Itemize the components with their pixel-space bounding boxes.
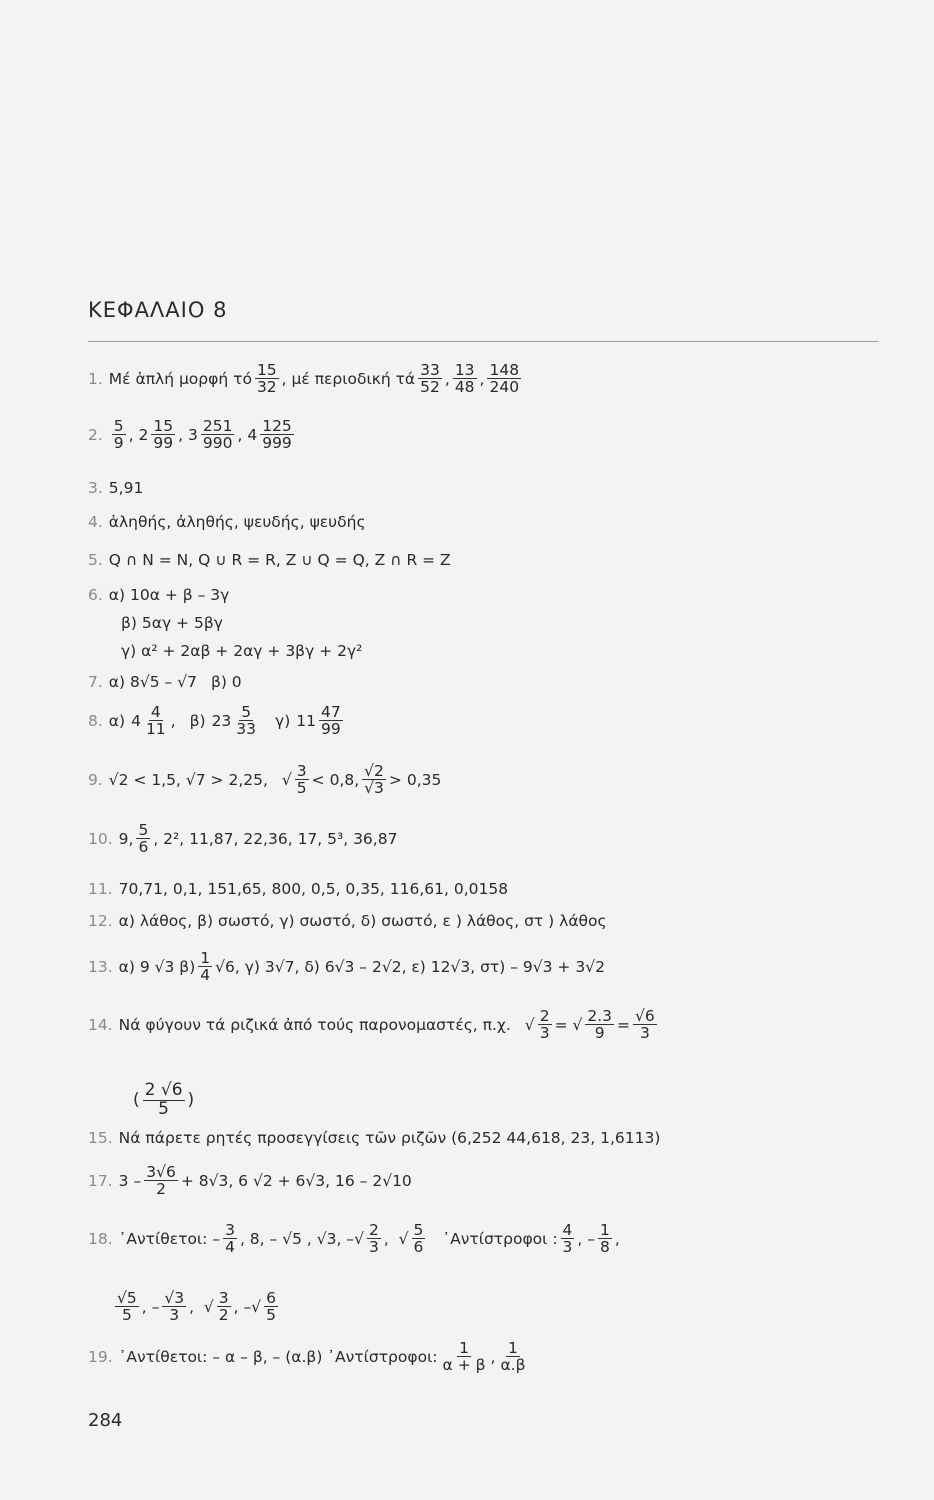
answer-text: ᾿Αντίθετοι: – (118, 1229, 221, 1248)
answer-1: 1. Μέ ἁπλή μορφή τό $\frac{15}{32}$ , μέ περιοδική τά $\frac{33}{52}$ , $\frac{13}{48}$ , $\frac{148}{240}$ (88, 361, 520, 397)
answer-number: 3. (88, 479, 103, 497)
answer-5 (88, 551, 451, 569)
fraction: $\frac{13}{48}$ (454, 361, 475, 397)
answer-number: 1. (88, 369, 103, 388)
answer-number: 18. (88, 1229, 113, 1248)
answer-text: α) 10α + β – 3γ (108, 586, 230, 604)
fraction: $\frac{√5}{5}$ (117, 1289, 137, 1325)
answer-text: + 8√3, 6 √2 + 6√3, 16 – 2√10 (180, 1171, 412, 1190)
fraction: $\frac{√2}{√3}$ (364, 762, 384, 798)
fraction: $\frac{√3}{3}$ (164, 1289, 185, 1325)
answer-14-example: ( $\frac{2 √6}{5}$ ) (133, 1080, 195, 1119)
fraction: $\frac{2.3}{9}$ (587, 1007, 613, 1043)
fraction: $\frac{4}{3}$ (562, 1221, 573, 1257)
answer-text: β) 5αγ + 5βγ (121, 614, 223, 632)
answer-text: Νά φύγουν τά ριζικά ἀπό τούς παρονομαστές, π.χ. (118, 1015, 511, 1034)
answer-number: 11. (88, 880, 113, 898)
answer-text: 9, (118, 829, 134, 848)
answer-number: 8. (88, 711, 103, 730)
answer-text: √2 < 1,5, √7 > 2,25, (108, 770, 268, 789)
fraction: $\frac{5}{6}$ (413, 1221, 424, 1257)
answer-text: α) 8√5 – √7 (108, 673, 197, 691)
fraction: $\frac{1}{\alpha + \beta}$ (442, 1339, 486, 1375)
answer-19: 19. ᾿Αντίθετοι: – α – β, – (α.β) ᾿Αντίστροφοι: $\frac{1}{\alpha + \beta}$ , $\frac{1}{\alpha.\beta}$ (88, 1339, 526, 1375)
answer-text: > 0,35 (388, 770, 442, 789)
answer-13 (88, 950, 605, 984)
fraction: $\frac{√6}{3}$ (635, 1007, 655, 1043)
page-number: 284 (88, 1410, 123, 1431)
fraction: $\frac{3}{2}$ (218, 1289, 229, 1325)
answer-number: 9. (88, 770, 103, 789)
fraction: $\frac{148}{240}$ (489, 361, 520, 397)
answer-text: ᾿Αντίθετοι: – α – β, – (α.β) ᾿Αντίστροφοι: (118, 1347, 438, 1366)
answer-number: 13. (88, 957, 113, 976)
title-rule (88, 341, 878, 342)
fraction: $\frac{15}{32}$ (256, 361, 277, 397)
whole-part: 3 (188, 425, 198, 444)
answer-text: , – (577, 1229, 596, 1248)
fraction: $\frac{4}{11}$ (145, 703, 166, 739)
answer-6b (121, 614, 223, 632)
fraction: $\frac{3}{4}$ (225, 1221, 235, 1257)
answer-text: α) 9 √3 β) (118, 957, 196, 976)
answer-number: 4. (88, 513, 103, 531)
fraction: $\frac{3}{5}$ (296, 762, 307, 798)
answer-text: γ) α² + 2αβ + 2αγ + 3βγ + 2γ² (121, 642, 363, 660)
answer-6 (88, 586, 229, 604)
answer-10 (88, 822, 397, 856)
answer-number: 5. (88, 551, 103, 569)
fraction: $\frac{47}{99}$ (321, 703, 341, 739)
answer-number: 2. (88, 425, 103, 444)
answer-text: < 0,8, (311, 770, 360, 789)
answer-6c (121, 642, 362, 660)
answer-18: 18. ᾿Αντίθετοι: – $\frac{3}{4}$ , 8, – √5 , √3, – √ $\frac{2}{3}$ , √ $\frac{5}{6}$ ᾿Αντίστροφοι : $\frac{4}{3}$ , – $\frac{1}{8}$ , (88, 1221, 620, 1257)
fraction: $\frac{2}{3}$ (368, 1221, 379, 1257)
answer-2: 2. $\frac{5}{9}$ , 2 $\frac{15}{99}$ , 3 $\frac{251}{990}$ , 4 $\frac{125}{999}$ (88, 417, 292, 453)
fraction: $\frac{3√6}{2}$ (146, 1163, 176, 1199)
answer-number: 6. (88, 586, 103, 604)
fraction: $\frac{1}{4}$ (200, 949, 211, 985)
answer-number: 10. (88, 829, 113, 848)
answer-text: 70,71, 0,1, 151,65, 800, 0,5, 0,35, 116,61, 0,0158 (118, 880, 509, 898)
answer-9: 9. √2 < 1,5, √7 > 2,25, √ $\frac{3}{5}$ < 0,8, $\frac{√2}{√3}$ > 0,35 (88, 762, 442, 798)
answer-number: 14. (88, 1015, 113, 1034)
answer-text: β) 0 (210, 673, 242, 691)
answer-text: ᾿Αντίστροφοι : (442, 1229, 558, 1248)
fraction: $\frac{1}{8}$ (600, 1221, 610, 1257)
answer-text: Q ∩ N = N, Q ∪ R = R, Z ∪ Q = Q, Z ∩ R = Z (108, 551, 451, 569)
chapter-title: ΚΕΦΑΛΑΙΟ 8 (88, 298, 228, 322)
whole-part: 4 (247, 425, 258, 444)
fraction: $\frac{6}{5}$ (266, 1289, 277, 1325)
fraction: $\frac{125}{999}$ (262, 417, 292, 453)
answer-18-cont: $\frac{√5}{5}$ , – $\frac{√3}{3}$ , √ $\frac{3}{2}$ , –√ $\frac{6}{5}$ (117, 1289, 277, 1325)
answer-text: Μέ ἁπλή μορφή τό (108, 369, 252, 388)
answer-text: Νά πάρετε ρητές προσεγγίσεις τῶν ριζῶν (6,252 44,618, 23, 1,6113) (118, 1129, 661, 1147)
fraction: $\frac{15}{99}$ (153, 417, 174, 453)
answer-text: , 8, – √5 , √3, – (239, 1229, 355, 1248)
answer-text: ἀληθής, ἀληθής, ψευδής, ψευδής (108, 513, 366, 531)
fraction: $\frac{251}{990}$ (202, 417, 233, 453)
answer-number: 19. (88, 1347, 113, 1366)
answer-text: 5,91 (108, 479, 144, 497)
fraction: $\frac{33}{52}$ (420, 361, 440, 397)
answer-text: √6, γ) 3√7, δ) 6√3 – 2√2, ε) 12√3, στ) – 9√3 + 3√2 (215, 957, 605, 976)
answer-number: 7. (88, 673, 103, 691)
answer-number: 12. (88, 912, 113, 930)
fraction: $\frac{2}{3}$ (539, 1007, 550, 1043)
answer-8: 8. α) 4 $\frac{4}{11}$ , β) 23 $\frac{5}{33}$ γ) 11 $\frac{47}{99}$ (88, 703, 341, 739)
answer-4 (88, 513, 366, 531)
answer-text: 3 – (118, 1171, 142, 1190)
answer-11 (88, 880, 508, 898)
fraction: $\frac{5}{9}$ (113, 417, 124, 453)
answer-7 (88, 673, 242, 691)
fraction: $\frac{5}{33}$ (236, 703, 257, 739)
answer-15 (88, 1129, 660, 1147)
answer-text: , 2², 11,87, 22,36, 17, 5³, 36,87 (153, 829, 398, 848)
answer-number: 15. (88, 1129, 113, 1147)
answer-14: 14. Νά φύγουν τά ριζικά ἀπό τούς παρονομαστές, π.χ. √ $\frac{2}{3}$ = √ $\frac{2.3}{9}$ = $\frac{√6}{3}$ (88, 1007, 655, 1043)
fraction: $\frac{5}{6}$ (138, 821, 149, 857)
answer-3 (88, 479, 143, 497)
answer-12 (88, 912, 607, 930)
whole-part: 2 (138, 425, 149, 444)
answer-17 (88, 1164, 412, 1198)
answer-text: α) λάθος, β) σωστό, γ) σωστό, δ) σωστό, ε ) λάθος, στ ) λάθος (118, 912, 607, 930)
answer-text: , μέ περιοδική τά (281, 369, 416, 388)
answer-number: 17. (88, 1171, 113, 1190)
fraction: $\frac{1}{\alpha.\beta}$ (500, 1339, 526, 1375)
fraction: $\frac{2 √6}{5}$ (144, 1080, 183, 1119)
